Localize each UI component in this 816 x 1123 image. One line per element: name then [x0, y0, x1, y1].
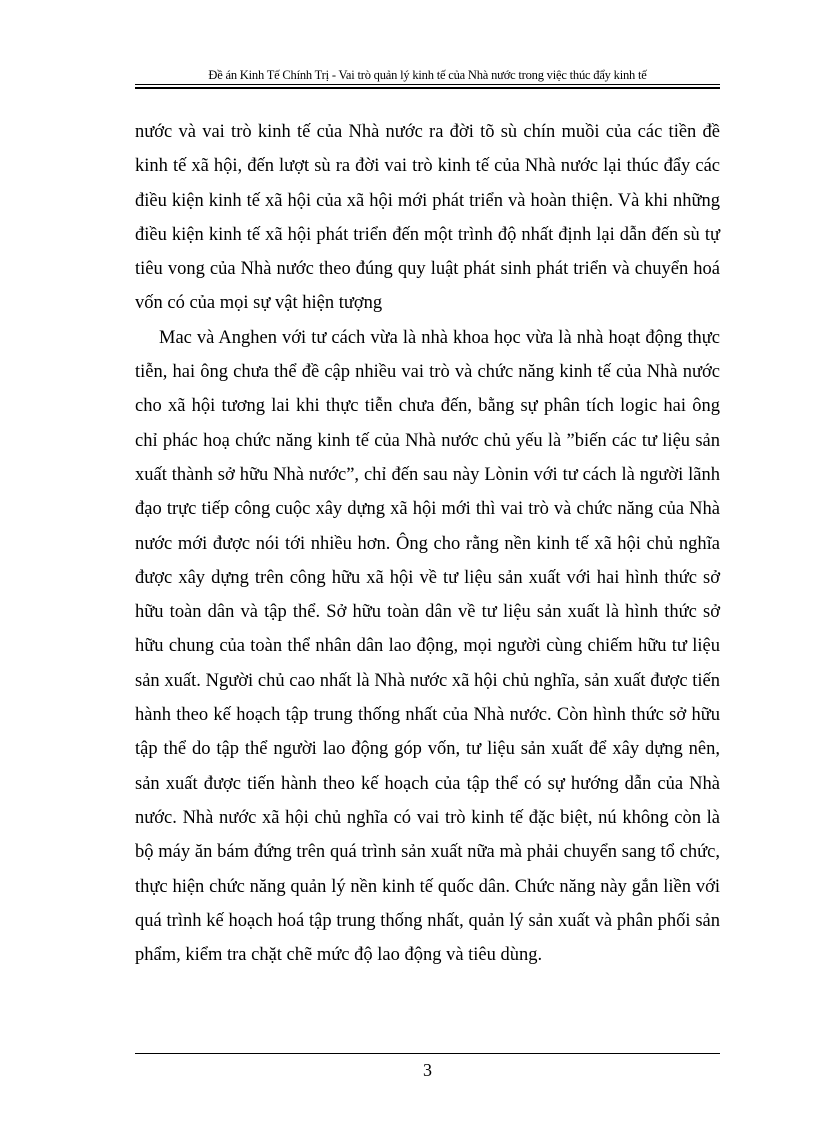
- body-paragraph-2: Mac và Anghen với tư cách vừa là nhà khoa học vừa là nhà hoạt động thực tiễn, hai ông chưa thể đề cập nhiều vai trò và chức năng kinh tế của Nhà nước cho xã hội tương lai khi thực tiễn chưa đến, bằng sự phân tích logic hai ông chỉ phác hoạ chức năng kinh tế của Nhà nước chủ yếu là ”biến các tư liệu sản xuất thành sở hữu Nhà nước”, chỉ đến sau này Lònin với tư cách là người lãnh đạo trực tiếp công cuộc xây dựng xã hội mới thì vai trò và chức năng của Nhà nước mới được nói tới nhiều hơn. Ông cho rằng nền kinh tế xã hội chủ nghĩa được xây dựng trên công hữu xã hội về tư liệu sản xuất với hai hình thức sở hữu toàn dân và tập thể. Sở hữu toàn dân về tư liệu sản xuất là hình thức sở hữu chung của toàn thể nhân dân lao động, mọi người cùng chiếm hữu tư liệu sản xuất. Người chủ cao nhất là Nhà nước xã hội chủ nghĩa, sản xuất được tiến hành theo kế hoạch tập trung thống nhất của Nhà nước. Còn hình thức sở hữu tập thể do tập thể người lao động góp vốn, tư liệu sản xuất để xây dựng nên, sản xuất được tiến hành theo kế hoạch của tập thể có sự hướng dẫn của Nhà nước. Nhà nước xã hội chủ nghĩa có vai trò kinh tế đặc biệt, nú không còn là bộ máy ăn bám đứng trên quá trình sản xuất nữa mà phải chuyển sang tổ chức, thực hiện chức năng quản lý nền kinh tế quốc dân. Chức năng này gắn liền với quá trình kế hoạch hoá tập trung thống nhất, quản lý sản xuất và phân phối sản phẩm, kiểm tra chặt chẽ mức độ lao động và tiêu dùng.: [135, 327, 720, 966]
- document-body: [135, 115, 720, 972]
- body-paragraph-1: nước và vai trò kinh tế của Nhà nước ra đời tõ sù chín muồi của các tiền đề kinh tế xã hội, đến lượt sù ra đời vai trò kinh tế của Nhà nước lại thúc đẩy các điều kiện kinh tế xã hội của xã hội mới phát triển và hoàn thiện. Và khi những điều kiện kinh tế xã hội phát triển đến một trình độ nhất định lại dẫn đến sù tự tiêu vong của Nhà nước theo đúng quy luật phát sinh phát triển và chuyển hoá vốn có của mọi sự vật hiện tượng: [135, 122, 720, 314]
- header-rule-thick: [135, 87, 720, 89]
- header-rule-thin: [135, 84, 720, 85]
- page-number: 3: [423, 1060, 432, 1080]
- page-header-title: Đề án Kinh Tế Chính Trị - Vai trò quản lý kinh tế của Nhà nước trong việc thúc đẩy kinh tế: [208, 68, 647, 82]
- footer-rule: [135, 1053, 720, 1054]
